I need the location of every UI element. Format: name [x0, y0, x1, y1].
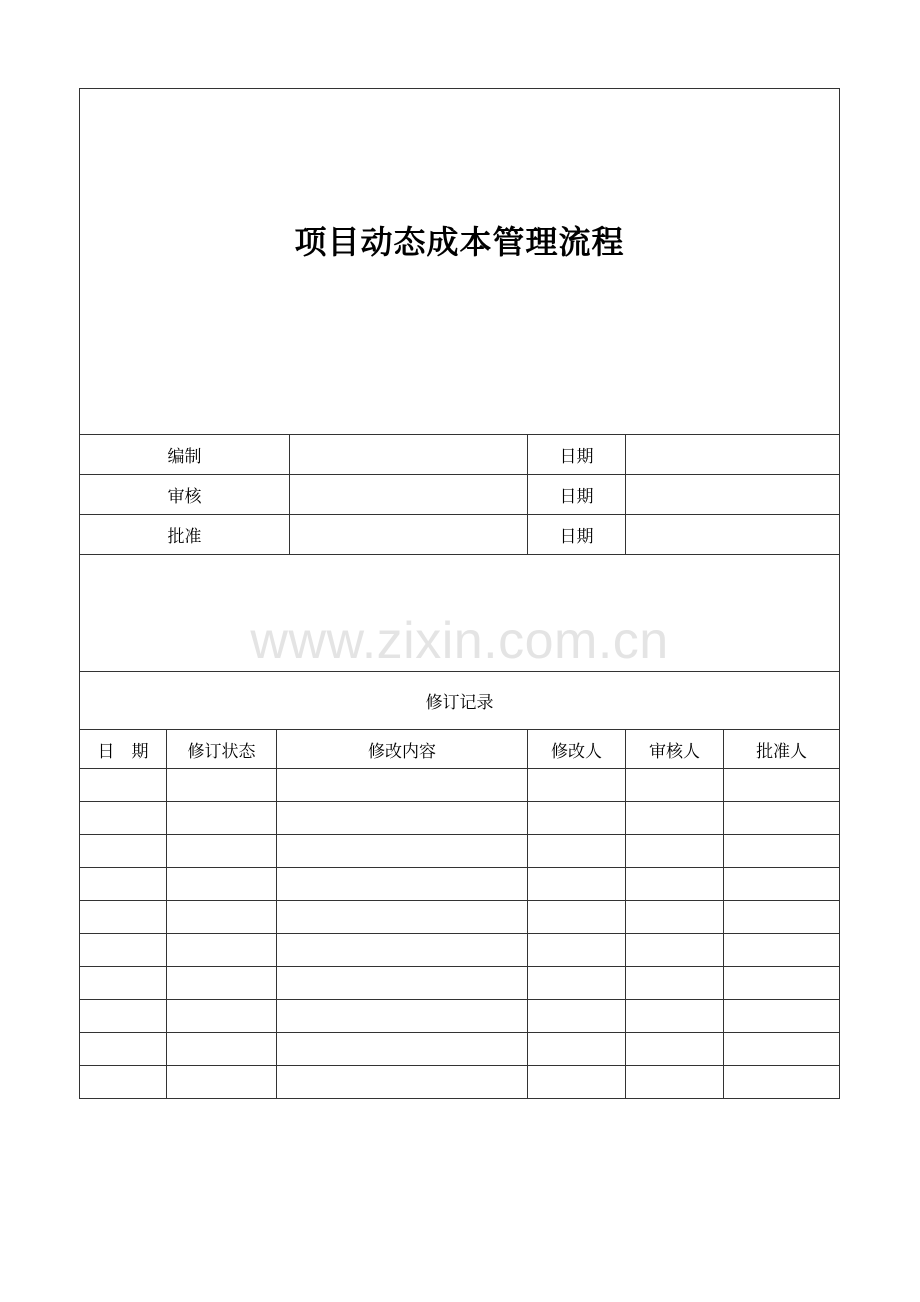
- table-row: [80, 835, 840, 868]
- signoff-row: [80, 435, 840, 475]
- cell-approver[interactable]: [724, 835, 840, 868]
- signoff-date-label: 日期: [528, 515, 626, 555]
- signoff-date-value[interactable]: [626, 515, 840, 555]
- cell-date[interactable]: [80, 835, 167, 868]
- cell-content[interactable]: [277, 934, 528, 967]
- table-row: [80, 1033, 840, 1066]
- col-header-date: 日 期: [80, 730, 167, 769]
- cell-modifier[interactable]: [528, 1033, 626, 1066]
- cell-reviewer[interactable]: [626, 901, 724, 934]
- signoff-value[interactable]: [290, 515, 528, 555]
- signoff-value[interactable]: [290, 435, 528, 475]
- watermark-text: www.zixin.com.cn: [250, 612, 669, 670]
- cell-approver[interactable]: [724, 769, 840, 802]
- cell-content[interactable]: [277, 901, 528, 934]
- cell-reviewer[interactable]: [626, 934, 724, 967]
- cell-content[interactable]: [277, 1000, 528, 1033]
- cell-date[interactable]: [80, 901, 167, 934]
- table-row: [80, 901, 840, 934]
- cell-approver[interactable]: [724, 967, 840, 1000]
- cell-status[interactable]: [167, 1033, 277, 1066]
- signoff-row: [80, 515, 840, 555]
- cell-status[interactable]: [167, 1066, 277, 1099]
- col-header-approver: 批准人: [724, 730, 840, 769]
- signoff-date-label: 日期: [528, 435, 626, 475]
- cell-modifier[interactable]: [528, 769, 626, 802]
- cell-reviewer[interactable]: [626, 1000, 724, 1033]
- cell-approver[interactable]: [724, 1000, 840, 1033]
- revision-title: 修订记录: [80, 672, 840, 730]
- table-row: [80, 769, 840, 802]
- table-row: [80, 934, 840, 967]
- cell-content[interactable]: [277, 1066, 528, 1099]
- document-title: 项目动态成本管理流程: [294, 222, 625, 261]
- cell-status[interactable]: [167, 835, 277, 868]
- cell-modifier[interactable]: [528, 868, 626, 901]
- cell-content[interactable]: [277, 802, 528, 835]
- cell-status[interactable]: [167, 868, 277, 901]
- table-row: [80, 967, 840, 1000]
- cell-modifier[interactable]: [528, 1000, 626, 1033]
- cell-approver[interactable]: [724, 901, 840, 934]
- cell-date[interactable]: [80, 769, 167, 802]
- cell-approver[interactable]: [724, 1066, 840, 1099]
- table-row: [80, 1000, 840, 1033]
- col-header-modifier: 修改人: [528, 730, 626, 769]
- cell-modifier[interactable]: [528, 934, 626, 967]
- cell-approver[interactable]: [724, 868, 840, 901]
- signoff-date-value[interactable]: [626, 435, 840, 475]
- cell-approver[interactable]: [724, 934, 840, 967]
- cell-reviewer[interactable]: [626, 967, 724, 1000]
- signoff-value[interactable]: [290, 475, 528, 515]
- cell-reviewer[interactable]: [626, 769, 724, 802]
- cell-date[interactable]: [80, 967, 167, 1000]
- signoff-date-label: 日期: [528, 475, 626, 515]
- revision-table-body: [80, 769, 840, 1099]
- cell-reviewer[interactable]: [626, 835, 724, 868]
- cell-status[interactable]: [167, 934, 277, 967]
- table-row: [80, 802, 840, 835]
- cell-modifier[interactable]: [528, 835, 626, 868]
- col-header-content: 修改内容: [277, 730, 528, 769]
- cell-status[interactable]: [167, 1000, 277, 1033]
- cell-status[interactable]: [167, 769, 277, 802]
- cell-reviewer[interactable]: [626, 1033, 724, 1066]
- signoff-date-value[interactable]: [626, 475, 840, 515]
- col-header-status: 修订状态: [167, 730, 277, 769]
- cell-content[interactable]: [277, 967, 528, 1000]
- signoff-row: [80, 475, 840, 515]
- cell-date[interactable]: [80, 1033, 167, 1066]
- cell-status[interactable]: [167, 967, 277, 1000]
- cell-modifier[interactable]: [528, 967, 626, 1000]
- document-frame: [79, 88, 840, 1099]
- cell-content[interactable]: [277, 868, 528, 901]
- cell-modifier[interactable]: [528, 1066, 626, 1099]
- cell-date[interactable]: [80, 868, 167, 901]
- signoff-role: 审核: [80, 475, 290, 515]
- cell-reviewer[interactable]: [626, 868, 724, 901]
- revision-header-row: [80, 730, 840, 769]
- cell-modifier[interactable]: [528, 802, 626, 835]
- cell-content[interactable]: [277, 769, 528, 802]
- cell-approver[interactable]: [724, 1033, 840, 1066]
- cell-status[interactable]: [167, 901, 277, 934]
- cell-date[interactable]: [80, 1000, 167, 1033]
- cell-status[interactable]: [167, 802, 277, 835]
- cell-reviewer[interactable]: [626, 802, 724, 835]
- signoff-role: 编制: [80, 435, 290, 475]
- cell-content[interactable]: [277, 1033, 528, 1066]
- title-cell: [80, 89, 840, 435]
- blank-section: [80, 555, 840, 672]
- cell-date[interactable]: [80, 1066, 167, 1099]
- cell-approver[interactable]: [724, 802, 840, 835]
- table-row: [80, 868, 840, 901]
- cell-reviewer[interactable]: [626, 1066, 724, 1099]
- signoff-role: 批准: [80, 515, 290, 555]
- cell-date[interactable]: [80, 802, 167, 835]
- cell-content[interactable]: [277, 835, 528, 868]
- col-header-reviewer: 审核人: [626, 730, 724, 769]
- cell-date[interactable]: [80, 934, 167, 967]
- table-row: [80, 1066, 840, 1099]
- cell-modifier[interactable]: [528, 901, 626, 934]
